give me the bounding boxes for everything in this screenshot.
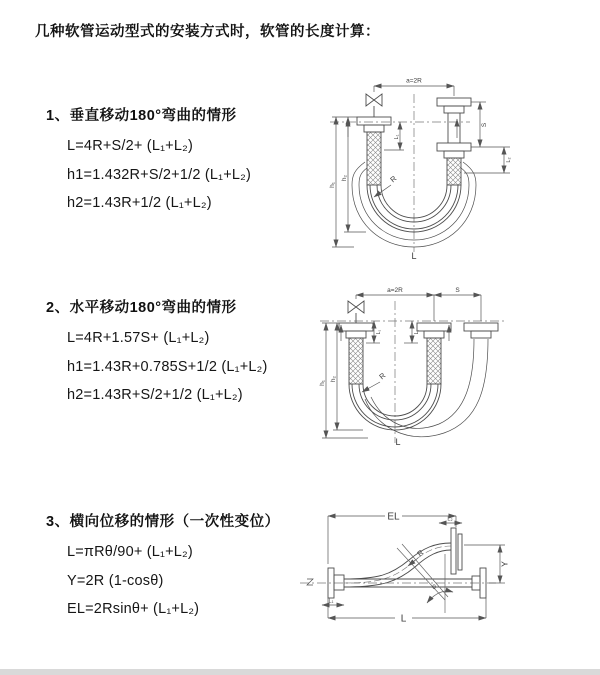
angle-theta-label: θ [432,584,436,591]
dim-h1-label: h₁ [329,182,336,188]
diagram-vertical-180-bend [308,70,600,262]
section-3-formula-Y: Y=2R (1-cosθ) [67,572,164,589]
valve-icon [366,94,382,106]
radius-label: R [388,173,399,185]
dimension-lines [322,295,481,438]
diagram-lateral-displacement [298,496,600,646]
section-2-formula-L: L=4R+1.57S+ (L₁+L₂) [67,330,210,346]
section-1-formula-h1: h1=1.432R+S/2+1/2 (L₁+L₂) [67,166,252,183]
dim-l1-label: L₁ [376,329,382,335]
braided-hose-section [447,158,461,185]
dim-l-label: L [400,613,407,625]
length-label: L [395,437,401,447]
diagram-horizontal-180-bend [308,281,600,453]
dim-l2-label: L₂ [447,516,453,523]
section-3-formula-L: L=πRθ/90+ (L₁+L₂) [67,544,193,560]
braided-hose-section [427,338,441,384]
valve-icon [348,301,364,313]
hose-drawing [307,528,486,598]
section-2 [46,296,268,410]
radius-label: R [415,547,426,559]
section-3-heading: 3、横向位移的情形（一次性变位） [46,514,280,530]
section-1-heading: 1、垂直移动180°弯曲的情形 [46,108,237,124]
dim-l2-label: L₂ [506,157,512,163]
braided-hose-section [367,132,381,185]
page-title: 几种软管运动型式的安装方式时，软管的长度计算： [35,24,380,40]
page-edge-strip [0,669,600,675]
dim-a2r-label: a=2R [406,77,422,85]
dim-h2-label: h₂ [341,174,348,182]
hose-drawing [339,301,498,437]
radius-label: R [377,370,388,382]
dim-l1-label: L₁ [414,329,420,335]
dim-y-label: Y [499,561,510,567]
dim-s-label: S [481,122,488,128]
break-symbol [307,579,313,585]
section-1-formula-h2: h2=1.43R+1/2 (L₁+L₂) [67,195,212,211]
dim-h2-label: h₂ [330,375,337,383]
section-2-heading: 2、水平移动180°弯曲的情形 [46,300,237,316]
section-2-formula-h2: h2=1.43R+S/2+1/2 (L₁+L₂) [67,387,243,403]
dimension-lines [322,516,505,618]
dim-el-label: EL [387,511,400,523]
section-3 [46,510,280,624]
dim-s-label: S [455,287,460,294]
dim-l1-label: L₁ [394,134,400,140]
section-1-formula-L: L=4R+S/2+ (L₁+L₂) [67,138,193,154]
section-2-formula-h1: h1=1.43R+0.785S+1/2 (L₁+L₂) [67,358,268,375]
dim-h1-label: h₁ [319,380,326,386]
section-3-formula-EL: EL=2Rsinθ+ (L₁+L₂) [67,601,200,617]
length-label: L [411,251,417,261]
dim-l1-label: L₁ [328,598,334,605]
dimension-lines [332,86,510,247]
dim-a2r-label: a=2R [387,287,403,294]
braided-hose-section [349,338,363,384]
dimension-labels [329,78,512,262]
section-1 [46,104,251,218]
